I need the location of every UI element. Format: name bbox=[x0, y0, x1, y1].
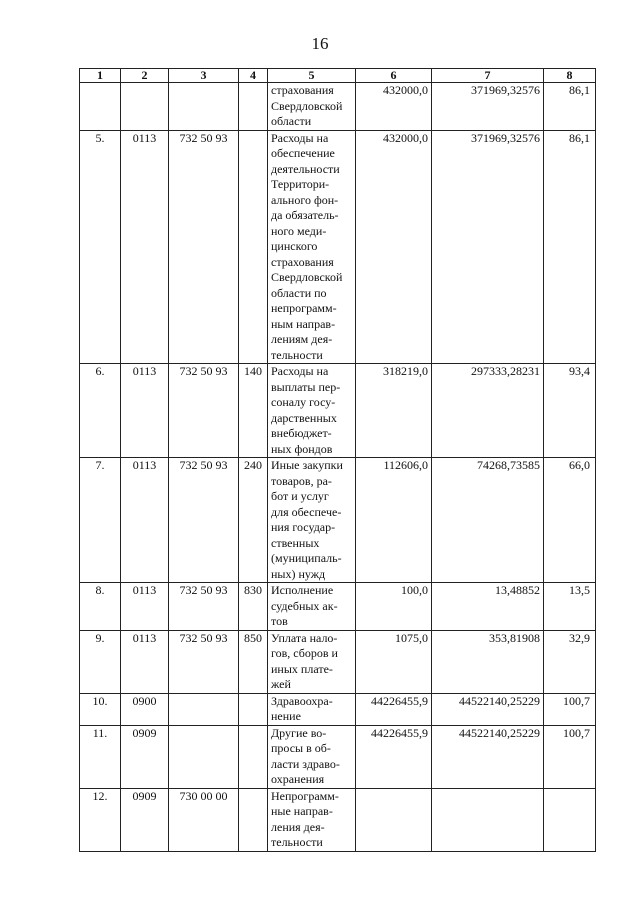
expense-type-code: 140 bbox=[239, 364, 268, 458]
header-cell: 8 bbox=[544, 69, 596, 83]
plan-amount bbox=[356, 788, 432, 851]
item-name: Исполнение судебных ак- тов bbox=[268, 583, 356, 631]
header-cell: 1 bbox=[80, 69, 121, 83]
percent-executed: 13,5 bbox=[544, 583, 596, 631]
expense-type-code bbox=[239, 788, 268, 851]
plan-amount: 100,0 bbox=[356, 583, 432, 631]
plan-amount: 44226455,9 bbox=[356, 725, 432, 788]
article-code bbox=[169, 725, 239, 788]
row-number bbox=[80, 83, 121, 131]
row-number: 7. bbox=[80, 458, 121, 583]
plan-amount: 44226455,9 bbox=[356, 693, 432, 725]
item-name: страхования Свердловской области bbox=[268, 83, 356, 131]
table-row bbox=[80, 725, 596, 788]
section-code: 0113 bbox=[121, 630, 169, 693]
percent-executed: 93,4 bbox=[544, 364, 596, 458]
budget-table bbox=[79, 68, 596, 852]
percent-executed bbox=[544, 788, 596, 851]
percent-executed: 86,1 bbox=[544, 83, 596, 131]
item-name: Расходы на выплаты пер- соналу госу- дарственных внебюджет- ных фондов bbox=[268, 364, 356, 458]
item-name: Непрограмм- ные направ- ления дея- тельности bbox=[268, 788, 356, 851]
expense-type-code: 240 bbox=[239, 458, 268, 583]
plan-amount: 112606,0 bbox=[356, 458, 432, 583]
section-code: 0113 bbox=[121, 130, 169, 364]
section-code: 0113 bbox=[121, 458, 169, 583]
percent-executed: 32,9 bbox=[544, 630, 596, 693]
percent-executed: 100,7 bbox=[544, 725, 596, 788]
plan-amount: 432000,0 bbox=[356, 130, 432, 364]
header-cell: 2 bbox=[121, 69, 169, 83]
plan-amount: 432000,0 bbox=[356, 83, 432, 131]
fact-amount: 297333,28231 bbox=[432, 364, 544, 458]
page-number: 16 bbox=[311, 34, 329, 53]
row-number: 10. bbox=[80, 693, 121, 725]
table-row bbox=[80, 788, 596, 851]
expense-type-code: 830 bbox=[239, 583, 268, 631]
table-row bbox=[80, 83, 596, 131]
percent-executed: 100,7 bbox=[544, 693, 596, 725]
item-name: Уплата нало- гов, сборов и иных плате- жей bbox=[268, 630, 356, 693]
header-cell: 6 bbox=[356, 69, 432, 83]
table-row bbox=[80, 693, 596, 725]
section-code: 0909 bbox=[121, 725, 169, 788]
expense-type-code bbox=[239, 693, 268, 725]
section-code: 0113 bbox=[121, 583, 169, 631]
plan-amount: 1075,0 bbox=[356, 630, 432, 693]
fact-amount: 13,48852 bbox=[432, 583, 544, 631]
section-code bbox=[121, 83, 169, 131]
fact-amount: 353,81908 bbox=[432, 630, 544, 693]
article-code bbox=[169, 83, 239, 131]
row-number: 12. bbox=[80, 788, 121, 851]
row-number: 6. bbox=[80, 364, 121, 458]
percent-executed: 66,0 bbox=[544, 458, 596, 583]
header-cell: 4 bbox=[239, 69, 268, 83]
section-code: 0909 bbox=[121, 788, 169, 851]
fact-amount: 371969,32576 bbox=[432, 130, 544, 364]
section-code: 0113 bbox=[121, 364, 169, 458]
expense-type-code bbox=[239, 130, 268, 364]
fact-amount: 371969,32576 bbox=[432, 83, 544, 131]
fact-amount: 44522140,25229 bbox=[432, 693, 544, 725]
header-cell: 7 bbox=[432, 69, 544, 83]
expense-type-code bbox=[239, 83, 268, 131]
row-number: 11. bbox=[80, 725, 121, 788]
table-row bbox=[80, 583, 596, 631]
header-cell: 3 bbox=[169, 69, 239, 83]
expense-type-code: 850 bbox=[239, 630, 268, 693]
expense-type-code bbox=[239, 725, 268, 788]
table-row bbox=[80, 130, 596, 364]
article-code bbox=[169, 693, 239, 725]
item-name: Другие во- просы в об- ласти здраво- охранения bbox=[268, 725, 356, 788]
article-code: 732 50 93 bbox=[169, 364, 239, 458]
table-row bbox=[80, 630, 596, 693]
table-row bbox=[80, 364, 596, 458]
row-number: 8. bbox=[80, 583, 121, 631]
article-code: 732 50 93 bbox=[169, 130, 239, 364]
article-code: 732 50 93 bbox=[169, 583, 239, 631]
row-number: 5. bbox=[80, 130, 121, 364]
item-name: Здравоохра- нение bbox=[268, 693, 356, 725]
table-row bbox=[80, 458, 596, 583]
article-code: 730 00 00 bbox=[169, 788, 239, 851]
article-code: 732 50 93 bbox=[169, 630, 239, 693]
item-name: Иные закупки товаров, ра- бот и услуг для обеспече- ния государ- ственных (муниципаль- ных) нужд bbox=[268, 458, 356, 583]
article-code: 732 50 93 bbox=[169, 458, 239, 583]
fact-amount: 74268,73585 bbox=[432, 458, 544, 583]
section-code: 0900 bbox=[121, 693, 169, 725]
plan-amount: 318219,0 bbox=[356, 364, 432, 458]
header-cell: 5 bbox=[268, 69, 356, 83]
percent-executed: 86,1 bbox=[544, 130, 596, 364]
fact-amount bbox=[432, 788, 544, 851]
item-name: Расходы на обеспечение деятельности Территори- ального фон- да обязатель- ного меди- цинского страхования Свердловской области по непрограмм- ным направ- лениям дея- тельности bbox=[268, 130, 356, 364]
header-row bbox=[80, 69, 596, 83]
row-number: 9. bbox=[80, 630, 121, 693]
fact-amount: 44522140,25229 bbox=[432, 725, 544, 788]
